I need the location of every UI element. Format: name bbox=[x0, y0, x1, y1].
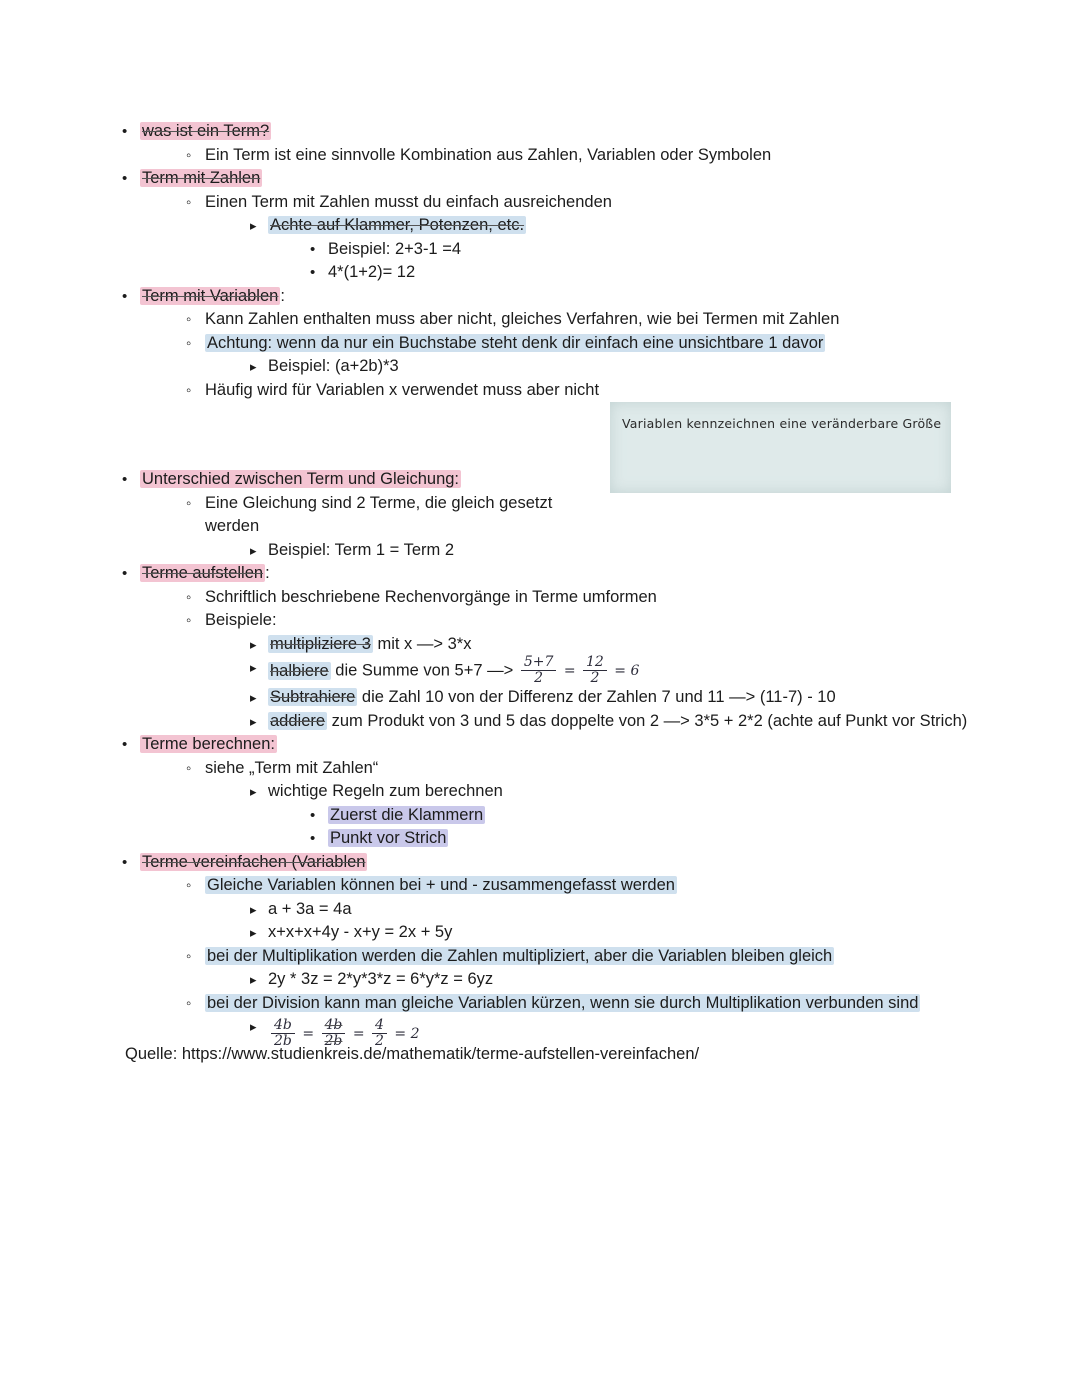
handwritten-math-halbiere bbox=[518, 656, 640, 686]
list-item bbox=[246, 780, 998, 851]
fraction-denominator: 2b bbox=[324, 1033, 343, 1050]
fraction-numerator: 12 bbox=[583, 655, 607, 671]
text-beispiel-1: Beispiel: 2+3-1 =4 bbox=[328, 239, 462, 258]
list-item bbox=[246, 921, 998, 945]
text-beispiel-2: 4*(1+2)= 12 bbox=[328, 263, 416, 281]
heading-terme-aufstellen-colon: : bbox=[265, 564, 270, 582]
sublist bbox=[246, 898, 998, 945]
heading-terme-berechnen: Terme berechnen: bbox=[142, 735, 275, 754]
heading-terme-vereinfachen: Terme vereinfachen (Variablen bbox=[142, 852, 366, 871]
heading-term-mit-zahlen: Term mit Zahlen bbox=[142, 169, 261, 187]
list-item bbox=[118, 733, 998, 851]
sublist bbox=[246, 355, 998, 379]
math-result-2: = 2 bbox=[394, 1026, 420, 1043]
list-item bbox=[246, 898, 998, 922]
sublist bbox=[183, 308, 998, 402]
fraction-numerator: 5+7 bbox=[521, 655, 557, 671]
sublist bbox=[183, 586, 998, 734]
heading-term-mit-variablen-colon: : bbox=[280, 286, 285, 305]
list-item bbox=[306, 804, 998, 828]
text-subtrahiere-rest: die Zahl 10 von der Differenz der Zahlen 7 und 11 —> (11-7) - 10 bbox=[357, 688, 836, 707]
fraction-denominator: 2 bbox=[375, 1033, 384, 1050]
sublist bbox=[306, 804, 998, 851]
fraction-numerator: 4b bbox=[322, 1018, 346, 1034]
list-item bbox=[306, 261, 998, 285]
sublist bbox=[246, 780, 998, 851]
list-item bbox=[118, 167, 998, 285]
math-equals-1: = bbox=[563, 663, 576, 680]
sublist bbox=[246, 539, 605, 563]
math-result-6: = 6 bbox=[614, 663, 640, 680]
list-item bbox=[183, 945, 998, 992]
list-item bbox=[246, 686, 998, 710]
sublist bbox=[183, 874, 998, 1049]
list-item bbox=[118, 562, 998, 733]
list-item bbox=[183, 992, 975, 1050]
source-line: Quelle: https://www.studienkreis.de/mathematik/terme-aufstellen-vereinfachen/ bbox=[125, 1045, 700, 1063]
list-item bbox=[183, 586, 998, 610]
list-item bbox=[118, 285, 998, 403]
outline-list bbox=[118, 120, 998, 1050]
note-box-text: Variablen kennzeichnen eine veränderbare Größe bbox=[622, 416, 942, 431]
text-term-mit-zahlen-desc: Einen Term mit Zahlen musst du einfach ausreichenden bbox=[205, 192, 612, 211]
text-multipliziere-hl: multipliziere 3 bbox=[270, 634, 371, 653]
outline-content bbox=[118, 120, 998, 1050]
text-beispiel-term1-term2: Beispiel: Term 1 = Term 2 bbox=[268, 540, 455, 559]
list-item bbox=[183, 191, 998, 285]
fraction-denominator: 2b bbox=[274, 1033, 292, 1050]
text-division-regel: bei der Division kann man gleiche Variablen kürzen, wenn sie durch Multiplikation verbunden sind bbox=[207, 993, 919, 1012]
text-wichtige-regeln: wichtige Regeln zum berechnen bbox=[268, 782, 503, 801]
text-punkt-vor-strich: Punkt vor Strich bbox=[330, 829, 447, 848]
fraction-12-over-2 bbox=[583, 655, 607, 685]
list-item bbox=[183, 379, 998, 403]
math-equals-2: = bbox=[352, 1026, 365, 1043]
list-item bbox=[183, 609, 998, 733]
list-item bbox=[183, 757, 998, 851]
text-siehe-term-mit-zahlen: siehe „Term mit Zahlen“ bbox=[205, 758, 379, 777]
sublist bbox=[183, 191, 998, 285]
text-gleichung-definition: Eine Gleichung sind 2 Terme, die gleich gesetzt werden bbox=[205, 493, 553, 535]
text-addiere-rest: zum Produkt von 3 und 5 das doppelte von 2 —> 3*5 + 2*2 (achte auf Punkt vor Strich) bbox=[327, 711, 968, 730]
sublist bbox=[183, 757, 998, 851]
text-gleiche-variablen: Gleiche Variablen können bei + und - zusammengefasst werden bbox=[207, 876, 675, 895]
sublist bbox=[306, 238, 998, 285]
text-halbiere-hl: halbiere bbox=[270, 661, 329, 680]
text-beispiel-2y-3z: 2y * 3z = 2*y*3*z = 6*y*z = 6yz bbox=[268, 970, 494, 989]
text-haeufig-x: Häufig wird für Variablen x verwendet muss aber nicht bbox=[205, 380, 600, 399]
list-item bbox=[118, 851, 998, 1050]
text-beispiel-a2b3: Beispiel: (a+2b)*3 bbox=[268, 357, 399, 375]
list-item bbox=[246, 656, 998, 686]
vertical-spacer bbox=[118, 402, 998, 468]
list-item bbox=[118, 120, 998, 167]
fraction-denominator: 2 bbox=[534, 669, 544, 686]
list-item bbox=[246, 355, 998, 379]
fraction-denominator: 2 bbox=[590, 669, 600, 686]
list-item bbox=[183, 874, 998, 945]
text-term-definition: Ein Term ist eine sinnvolle Kombination aus Zahlen, Variablen oder Symbolen bbox=[205, 145, 772, 164]
math-equals-1: = bbox=[302, 1026, 315, 1043]
list-item bbox=[246, 214, 998, 285]
list-item bbox=[246, 539, 605, 563]
text-zuerst-klammern: Zuerst die Klammern bbox=[330, 805, 484, 824]
text-addiere-hl: addiere bbox=[270, 711, 326, 730]
list-item bbox=[246, 710, 998, 734]
text-beispiel-x-4y: x+x+x+4y - x+y = 2x + 5y bbox=[268, 923, 453, 942]
text-halbiere-rest: die Summe von 5+7 —> bbox=[330, 661, 514, 680]
list-item bbox=[118, 468, 998, 562]
text-beispiele-label: Beispiele: bbox=[205, 611, 277, 629]
text-achtung-unsichtbare-eins: Achtung: wenn da nur ein Buchstabe steht denk dir einfach eine unsichtbare 1 davor bbox=[207, 333, 824, 352]
list-item bbox=[183, 144, 998, 168]
fraction-5plus7-over-2 bbox=[521, 655, 557, 685]
heading-was-ist-ein-term: was ist ein Term? bbox=[142, 122, 270, 140]
sublist bbox=[183, 144, 998, 168]
list-item bbox=[183, 492, 605, 563]
text-achte-auf-klammer: Achte auf Klammer, Potenzen, etc. bbox=[270, 216, 525, 234]
text-multiplikation-regel: bei der Multiplikation werden die Zahlen multipliziert, aber die Variablen bleiben gleich bbox=[207, 946, 833, 965]
sublist bbox=[246, 968, 998, 992]
text-subtrahiere-hl: Subtrahiere bbox=[270, 688, 356, 707]
sublist bbox=[246, 633, 998, 734]
list-item bbox=[246, 968, 998, 992]
list-item bbox=[306, 827, 998, 851]
fraction-numerator: 4 bbox=[372, 1018, 387, 1034]
sublist bbox=[246, 214, 998, 285]
text-multipliziere-rest: mit x —> 3*x bbox=[372, 634, 472, 653]
heading-term-mit-variablen: Term mit Variablen bbox=[142, 286, 279, 305]
list-item bbox=[183, 308, 998, 332]
list-item bbox=[183, 332, 998, 379]
heading-terme-aufstellen: Terme aufstellen bbox=[142, 564, 264, 582]
fraction-numerator: ▸ 4b bbox=[271, 1018, 295, 1034]
heading-unterschied-term-gleichung: Unterschied zwischen Term und Gleichung: bbox=[142, 470, 460, 488]
sublist bbox=[183, 492, 998, 563]
text-variablen-desc: Kann Zahlen enthalten muss aber nicht, gleiches Verfahren, wie bei Termen mit Zahlen bbox=[205, 310, 840, 328]
text-beispiel-a-3a: a + 3a = 4a bbox=[268, 899, 352, 918]
list-item bbox=[246, 633, 998, 657]
list-item bbox=[306, 238, 998, 262]
text-aufstellen-desc: Schriftlich beschriebene Rechenvorgänge in Terme umformen bbox=[205, 587, 657, 606]
